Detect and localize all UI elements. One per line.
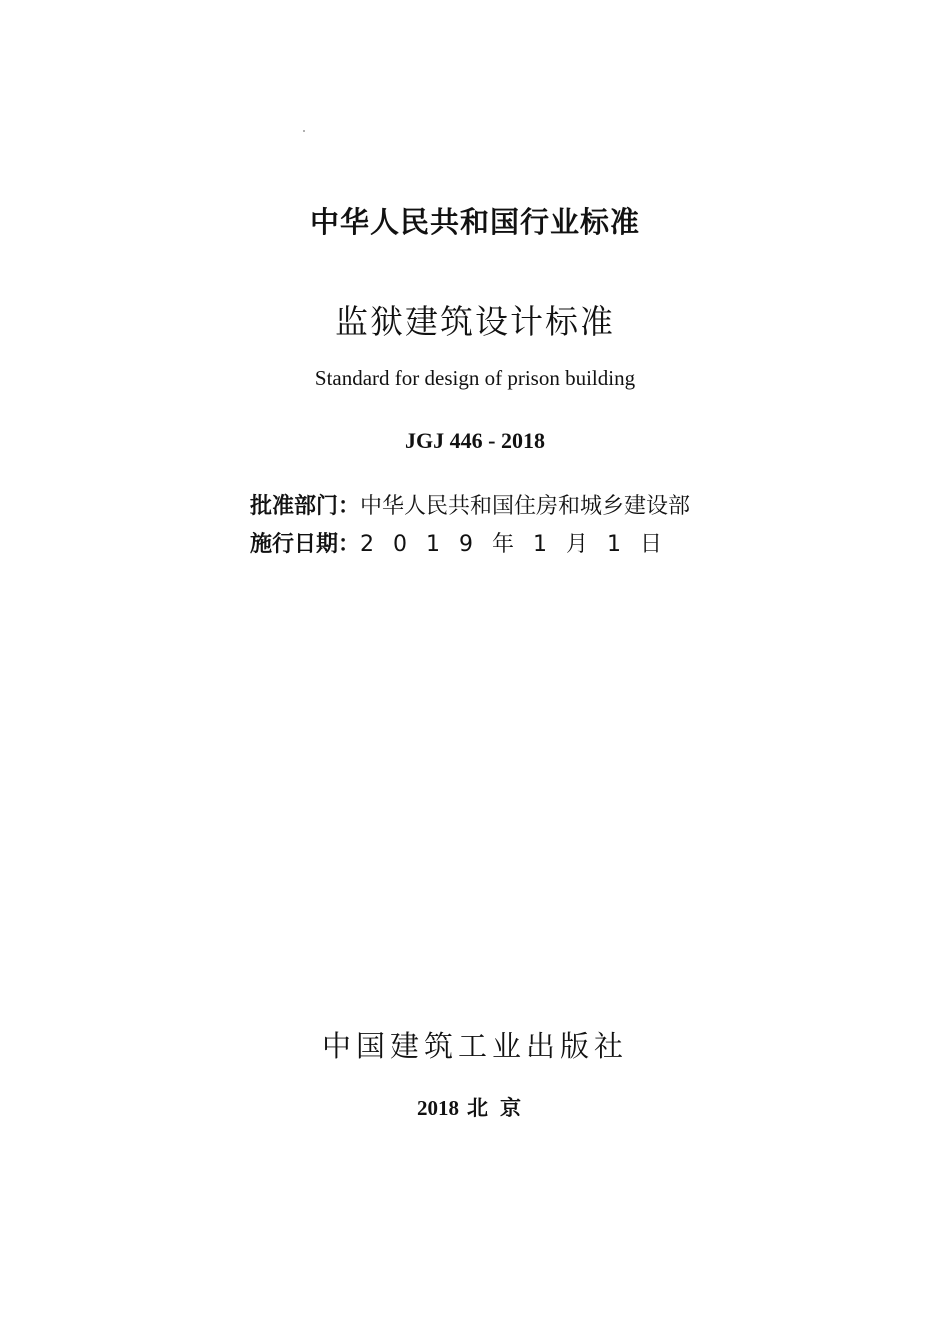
standard-title-chinese: 监狱建筑设计标准 xyxy=(335,302,615,341)
publisher-name: 中国建筑工业出版社 xyxy=(321,1029,628,1063)
approval-line xyxy=(250,489,730,520)
effective-date-line xyxy=(250,527,730,558)
scan-speck xyxy=(303,130,305,132)
effective-date-value: 2019年1月1日 xyxy=(360,532,681,557)
imprint-year: 2018 xyxy=(417,1096,459,1120)
series-title: 中华人民共和国行业标准 xyxy=(309,205,640,239)
effective-date-label: 施行日期： xyxy=(250,532,361,557)
standard-code: JGJ 446 - 2018 xyxy=(405,428,545,453)
approval-value: 中华人民共和国住房和城乡建设部 xyxy=(360,494,691,519)
imprint-city: 北京 xyxy=(467,1096,533,1120)
imprint-line xyxy=(0,1092,950,1122)
approval-label: 批准部门： xyxy=(250,494,361,519)
standard-title-english: Standard for design of prison building xyxy=(314,366,636,390)
